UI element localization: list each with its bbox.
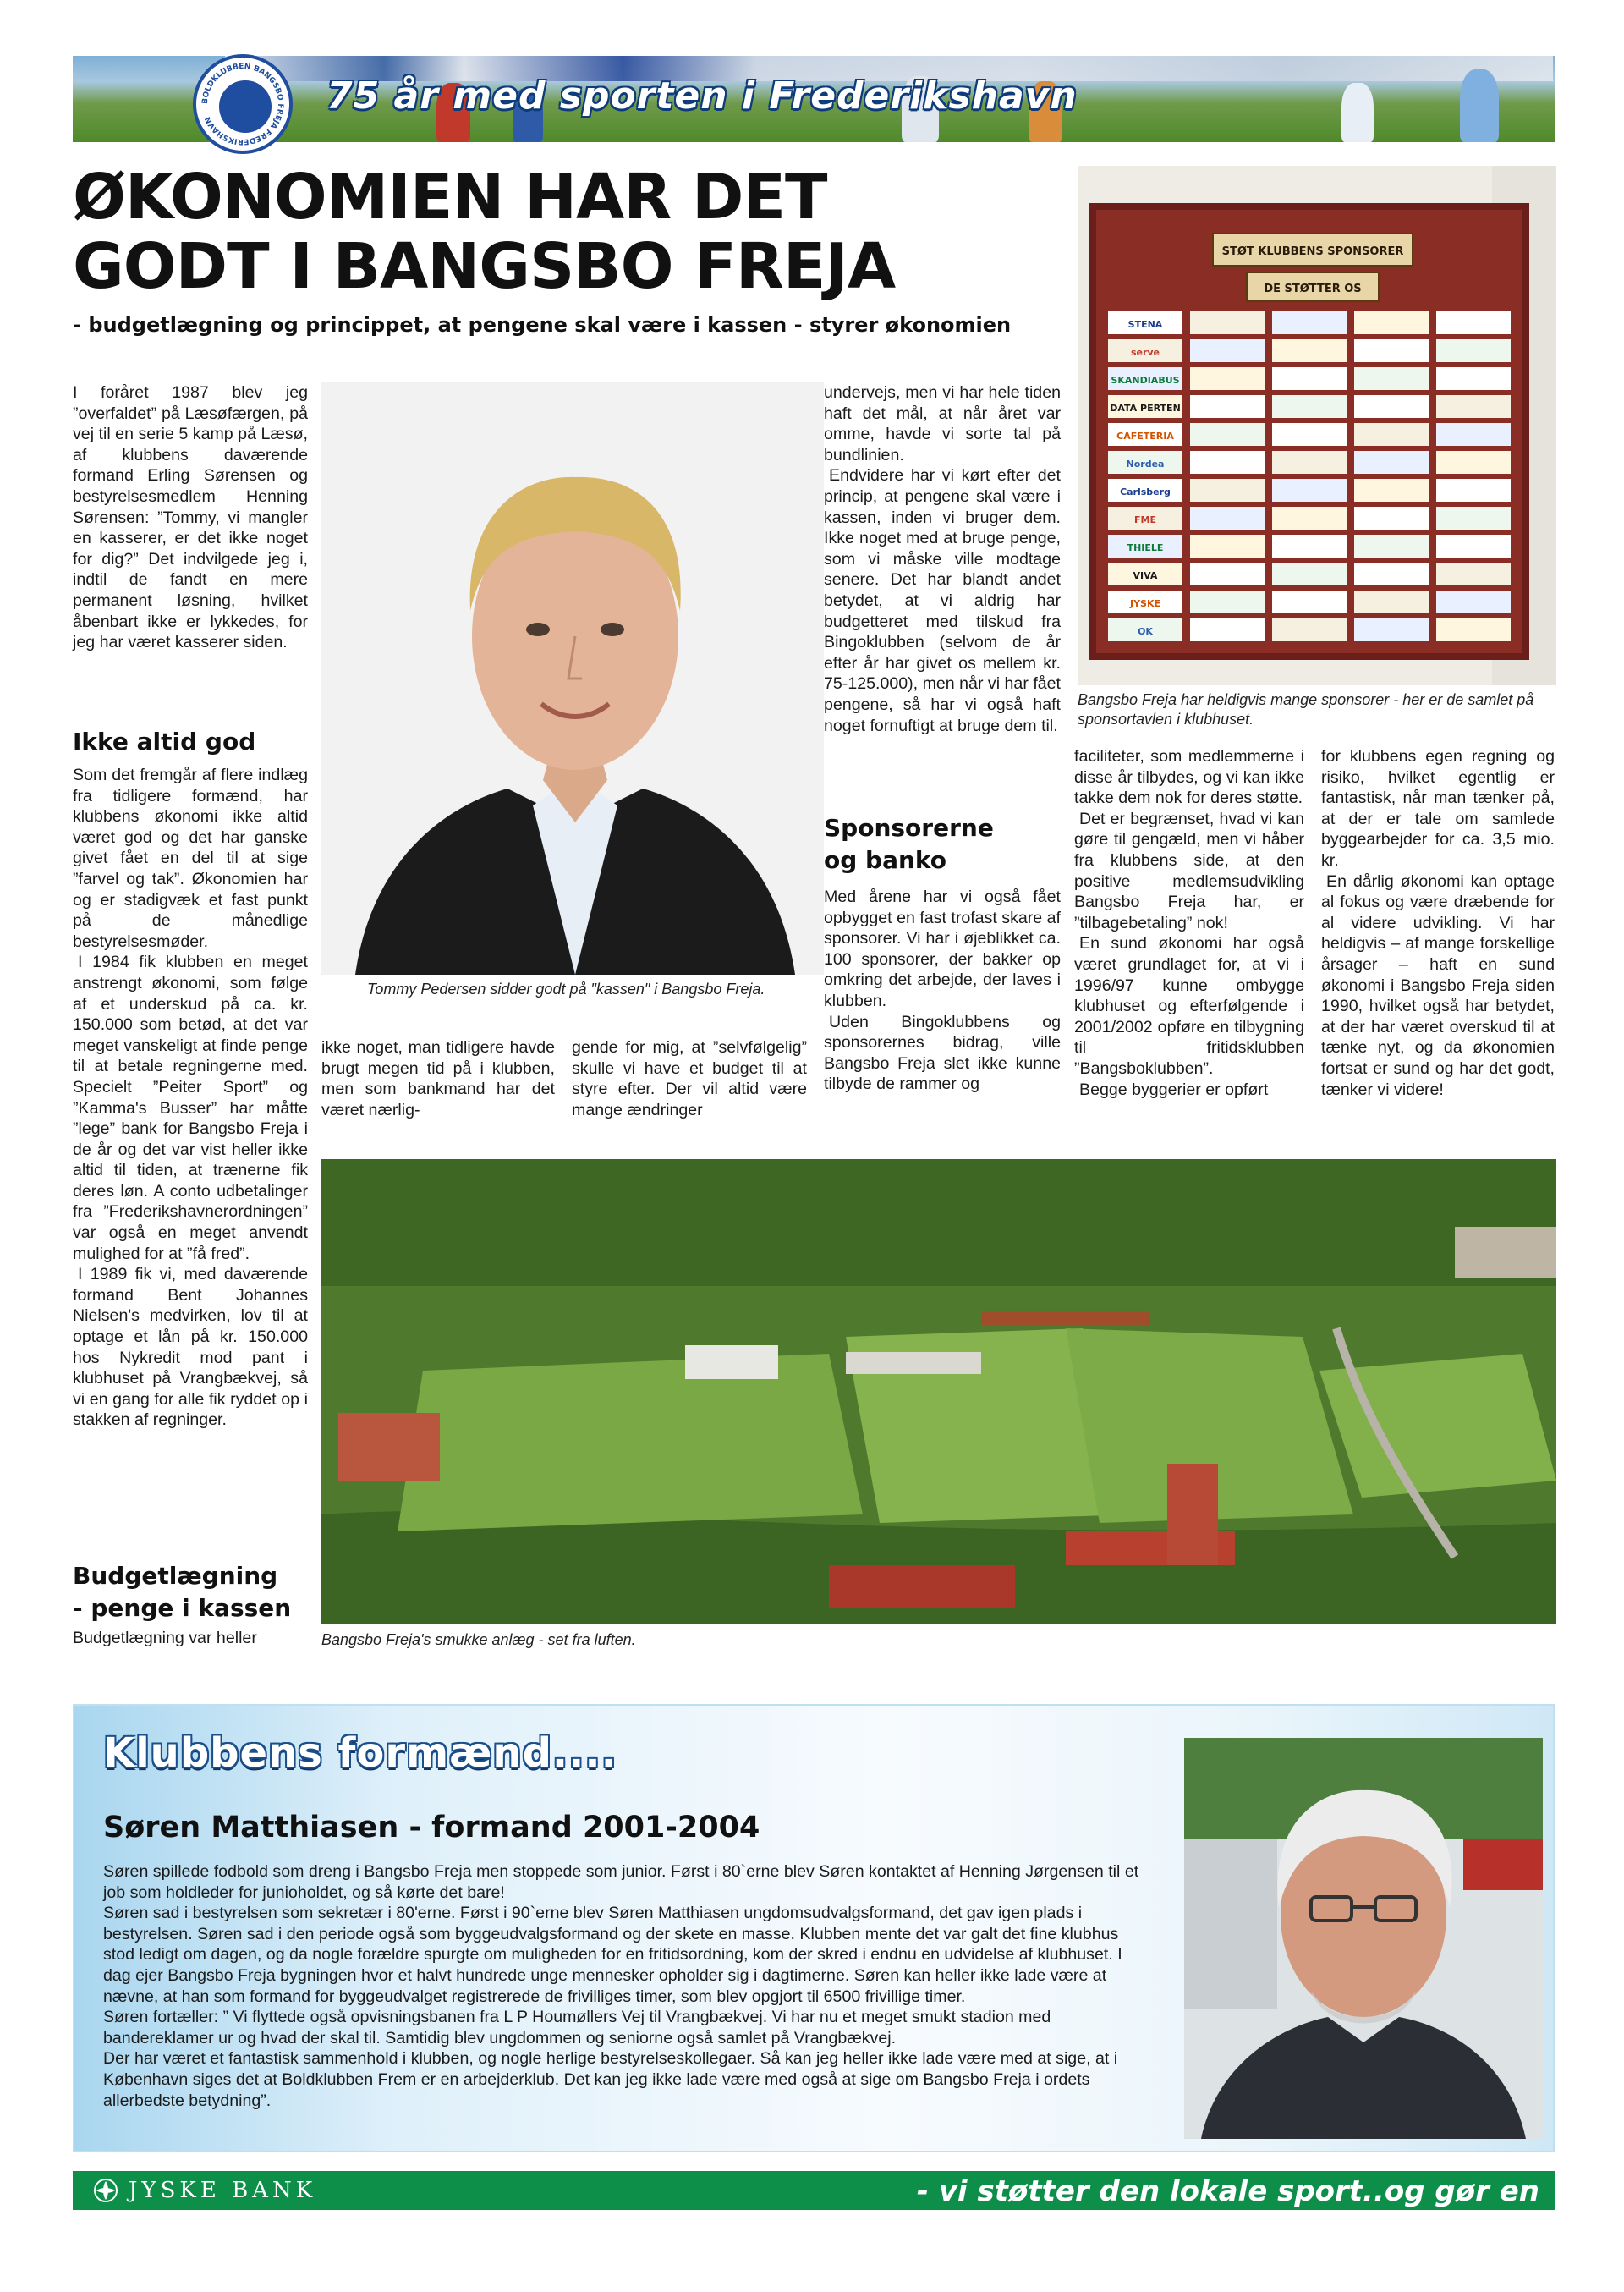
col5-paragraph-3: En sund økonomi har også været grundlaget for, at vi i 1996/97 kunne ombygge klubhuset og efterfølgende i 2001/2002 opføre en tilbygning til fritidsklubben ”Bangsboklubben”. xyxy=(1074,934,1304,1078)
sponsor-logo-tile xyxy=(1436,563,1511,585)
header-banner xyxy=(73,56,1555,142)
subheading-budgetlaegning-line-1: Budgetlægning xyxy=(73,1562,278,1590)
soren-portrait-illustration xyxy=(1184,1738,1543,2139)
article-column-4b xyxy=(824,887,1061,1095)
article-column-4 xyxy=(824,382,1061,736)
sponsor-logo-tile xyxy=(1272,311,1347,334)
aerial-photo xyxy=(321,1159,1556,1624)
sponsor-logo-tile xyxy=(1354,563,1429,585)
sponsor-logo-tile xyxy=(1354,423,1429,446)
sponsor-logo-tile xyxy=(1190,311,1265,334)
sponsor-logo-tile xyxy=(1272,423,1347,446)
banner-player xyxy=(1460,69,1499,142)
sponsor-logo-tile xyxy=(1272,563,1347,585)
sponsor-logo-tile xyxy=(1354,339,1429,362)
soren-portrait-photo xyxy=(1184,1738,1543,2139)
headline-line-2: GODT I BANGSBO FREJA xyxy=(73,230,896,303)
sponsor-logo-tile xyxy=(1354,311,1429,334)
sponsor-logo-tile xyxy=(1436,591,1511,613)
sponsor-logo-tile xyxy=(1190,423,1265,446)
sponsor-logo-label: OK xyxy=(1138,626,1153,637)
article-column-1 xyxy=(73,382,308,653)
headline-line-1: ØKONOMIEN HAR DET xyxy=(73,161,827,234)
subheading-sponsorerne xyxy=(824,812,1061,877)
banner-player xyxy=(1341,83,1374,142)
sponsor-logo-tile xyxy=(1272,395,1347,418)
sponsor-logo-label: JYSKE xyxy=(1129,598,1161,609)
formand-paragraph-2: Søren sad i bestyrelsen som sekretær i 80'erne. Først i 90`erne blev Søren Matthiasen ungdomsudvalgsformand, det gav igen plads i bestyrelsen. Søren sad i den periode også som byggeudvalgsformand og der skete en masse. Klubben mente det var galt det fine klubhus stod ledigt om dagen, og da nogle forældre spurgte om muligheden for en fritidsordning, kom der skred i endnu en udvidelse af klubhuset. I dag ejer Bangsbo Freja bygningen hvor et halvt hundrede unge mennesker opholder sig i dagtimerne. Søren kan heller ikke lade være at nævne, at han som formand for byggeudvalget registrerede de frivilliges timer, som blev opgjort til 6500 frivillige timer. xyxy=(103,1904,1122,2006)
sponsor-logo-tile xyxy=(1190,451,1265,474)
aerial-illustration xyxy=(321,1159,1556,1624)
sponsor-logo-label: SKANDIABUS xyxy=(1111,375,1180,386)
subheading-budgetlaegning-line-2: - penge i kassen xyxy=(73,1594,292,1622)
sponsor-logo-tile xyxy=(1436,535,1511,558)
sponsor-logo-tile xyxy=(1354,451,1429,474)
article-column-1b xyxy=(73,765,308,1431)
banner-title: 75 år med sporten i Frederikshavn xyxy=(326,74,1078,118)
sponsor-logo-tile xyxy=(1436,451,1511,474)
formand-heading: Klubbens formænd.... xyxy=(103,1729,617,1777)
col6-paragraph-1: for klubbens egen regning og risiko, hvilket egentlig er fantastisk, når man tænker på, at der er tale om samlede byggearbejder for ca. 3,5 mio. kr. xyxy=(1321,747,1555,870)
sponsor-logo-tile xyxy=(1190,535,1265,558)
sponsor-logo-tile xyxy=(1190,507,1265,530)
formand-paragraph-3: Søren fortæller: ” Vi flyttede også opvisningsbanen fra L P Houmøllers Vej til Vrangbækvej. Vi har nu et meget smukt stadion med bandereklamer ur og hvad der skal til. Samtidig blev ungdommen og seniorne også samlet på Vrangbækvej. xyxy=(103,2008,1051,2047)
sponsor-logo-label: FME xyxy=(1134,514,1156,525)
sponsor-logo-tile xyxy=(1436,479,1511,502)
sponsor-logo-tile xyxy=(1272,367,1347,390)
col2-paragraph-1: ikke noget, man tidligere havde brugt megen tid på i klubben, men som bankmand har det været nærlig- xyxy=(321,1038,555,1119)
col5-paragraph-1: faciliteter, som medlemmerne i disse år tilbydes, og vi kan ikke takke dem nok for deres støtte. xyxy=(1074,747,1304,808)
subheading-ikke-altid-god: Ikke altid god xyxy=(73,728,256,756)
sponsor-board-subtitle: DE STØTTER OS xyxy=(1264,283,1362,295)
sponsor-logo-label: THIELE xyxy=(1127,542,1164,553)
article-column-3 xyxy=(572,1037,807,1120)
sponsor-logo-tile xyxy=(1436,618,1511,641)
sponsor-logo-tile xyxy=(1190,395,1265,418)
col5-paragraph-2: Det er begrænset, hvad vi kan gøre til gengæld, men vi håber fra klubbens side, at den positive medlemsudvikling Bangsbo Freja har, er ”tilbagebetaling” nok! xyxy=(1074,809,1304,932)
formand-paragraph-4: Der har været et fantastisk sammenhold i klubben, og nogle herlige bestyrelseskollegaer. Så kan jeg heller ikke lade være med at sige, at i København siges det at Boldklubben Frem er en arbejderklub. Det kan jeg ikke lade være med også at sige om Bangsbo Freja i ordets allerbedste betydning”. xyxy=(103,2049,1118,2110)
sponsor-logo-tile xyxy=(1436,339,1511,362)
article-column-5 xyxy=(1074,746,1304,1100)
subheading-sponsorerne-line-2: og banko xyxy=(824,846,947,874)
sponsor-board-photo xyxy=(1078,166,1556,685)
sponsors-caption: Bangsbo Freja har heldigvis mange sponsorer - her er de samlet på sponsortavlen i klubhuset. xyxy=(1078,691,1534,728)
subheading-budgetlaegning xyxy=(73,1560,318,1624)
subheading-sponsorerne-line-1: Sponsorerne xyxy=(824,814,994,842)
sponsor-logo-label: STENA xyxy=(1127,319,1163,330)
bank-flower-icon xyxy=(93,2178,118,2203)
col4-paragraph-1: undervejs, men vi har hele tiden haft det mål, at når året var omme, havde vi sorte tal på bundlinien. xyxy=(824,383,1061,464)
sponsor-logo-tile xyxy=(1190,339,1265,362)
sponsor-logo-tile xyxy=(1436,367,1511,390)
col1-paragraph-3: I 1984 fik klubben en meget anstrengt økonomi, som følge af et underskud på ca. kr. 150.000 som betød, at det var meget vanskeligt at finde penge til at betale regningerne med. Specielt ”Peiter Sport” og ”Kamma's Busser” har måtte ”lege” bank for Bangsbo Freja i de år og det var vist heller ikke altid til tiden, at trænerne fik deres løn. A conto udbetalinger fra ”Frederikshavnerordningen” var også en meget anvendt mulighed for at ”få fred”. xyxy=(73,953,308,1263)
sponsor-logo-tile xyxy=(1190,563,1265,585)
sponsor-board-title: STØT KLUBBENS SPONSORER xyxy=(1221,245,1404,258)
sponsor-logo-tile xyxy=(1436,423,1511,446)
sponsor-logo-label: Nordea xyxy=(1126,459,1165,470)
club-logo xyxy=(193,54,293,154)
col4-paragraph-4: Uden Bingoklubbens og sponsorernes bidrag, ville Bangsbo Freja slet ikke kunne tilbyde de rammer og xyxy=(824,1012,1061,1094)
article-headline xyxy=(73,162,1045,301)
col1-paragraph-4: I 1989 fik vi, med daværende formand Bent Johannes Nielsen's medvirken, lov til at optage et lån på kr. 150.000 hos Nykredit mod pant i klubhuset på Vrangbækvej, så vi en gang for alle fik ryddet op i stakken af regninger. xyxy=(73,1265,308,1430)
col1-paragraph-1: I foråret 1987 blev jeg ”overfaldet” på Læsøfærgen, på vej til en serie 5 kamp på Læsø, af klubbens daværende formand Erling Sørensen og bestyrelsesmedlem Henning Sørensen: ”Tommy, vi mangler en kasserer, er det ikke noget for dig?” Det indvilgede jeg i, indtil de fandt en mere permanent løsning, hvilket åbenbart ikke er lykkedes, for jeg har været kasserer siden. xyxy=(73,383,308,652)
club-logo-text: BOLDKLUBBEN BANGSBO FREJA FREDERIKSHAVN xyxy=(200,62,285,146)
sponsor-logo-tile xyxy=(1354,591,1429,613)
tommy-portrait-illustration xyxy=(321,382,824,975)
sponsor-logo-tile xyxy=(1436,395,1511,418)
sponsor-logo-tile xyxy=(1272,479,1347,502)
col5-paragraph-4: Begge byggerier er opført xyxy=(1079,1080,1269,1099)
sponsor-logo-label: DATA PERTEN xyxy=(1110,403,1181,414)
sponsor-logo-label: CAFETERIA xyxy=(1116,431,1174,442)
sponsor-logo-tile xyxy=(1190,479,1265,502)
formand-name: Søren Matthiasen - formand 2001-2004 xyxy=(103,1811,760,1844)
article-column-1c xyxy=(73,1628,308,1649)
sponsor-logo-tile xyxy=(1190,367,1265,390)
sponsor-logo-tile xyxy=(1354,535,1429,558)
sponsor-logo-tile xyxy=(1272,507,1347,530)
sponsor-board-illustration xyxy=(1078,166,1556,685)
sponsor-logo-tile xyxy=(1190,618,1265,641)
sponsor-logo-tile xyxy=(1354,395,1429,418)
sponsor-logo-tile xyxy=(1436,507,1511,530)
sponsor-logo-tile xyxy=(1272,451,1347,474)
bank-logo xyxy=(93,2173,316,2208)
tommy-caption: Tommy Pedersen sidder godt på "kassen" i Bangsbo Freja. xyxy=(367,981,765,998)
sponsor-logo-tile xyxy=(1272,535,1347,558)
sponsor-logo-tile xyxy=(1354,367,1429,390)
article-subheadline: - budgetlægning og princippet, at pengene skal være i kassen - styrer økonomien xyxy=(73,313,1012,337)
sponsor-logo-label: Carlsberg xyxy=(1120,486,1171,497)
sponsor-logo-tile xyxy=(1436,311,1511,334)
sponsor-logo-tile xyxy=(1272,618,1347,641)
sponsor-logo-tile xyxy=(1272,339,1347,362)
sponsor-logo-tile xyxy=(1354,479,1429,502)
col1-paragraph-5: Budgetlægning var heller xyxy=(73,1629,257,1647)
col6-paragraph-2: En dårlig økonomi kan optage al fokus og være dræbende for al videre udvikling. Vi har heldigvis – af mange forskellige årsager – haft en sund økonomi i Bangsbo Freja siden 1990, hvilket også har betydet, at der har været overskud til at tænke nyt, og da økonomien fortsat er sund og har det godt, tænker vi videre! xyxy=(1321,871,1555,1099)
sponsor-logo-label: VIVA xyxy=(1133,570,1158,581)
sponsor-logo-tile xyxy=(1272,591,1347,613)
footer-slogan: - vi støtter den lokale sport..og gør en forskel..! xyxy=(916,2174,1539,2242)
col4-paragraph-2: Endvidere har vi kørt efter det princip, at pengene skal være i kassen, inden vi bruger dem. Ikke noget med at bruge penge, som vi måske ville modtage senere. Det har blandt andet betydet, at vi aldrig har budgetteret med tilskud fra Bingoklubben (selvom de år efter år har givet os mellem kr. 75-125.000), men når vi har fået pengene, så har vi også haft noget fornuftigt at bruge dem til. xyxy=(824,466,1061,735)
formand-paragraph-1: Søren spillede fodbold som dreng i Bangsbo Freja men stoppede som junior. Først i 80`erne blev Søren kontaktet af Henning Jørgensen til et job som holdleder for junioholdet, og så kørte det bare! xyxy=(103,1862,1139,1902)
tommy-portrait-photo xyxy=(321,382,824,975)
col3-paragraph-1: gende for mig, at ”selvfølgelig” skulle vi have et budget til at styre efter. Der vil altid være mange ændringer xyxy=(572,1038,807,1119)
sponsor-logo-tile xyxy=(1190,591,1265,613)
article-column-2 xyxy=(321,1037,555,1120)
aerial-caption: Bangsbo Freja's smukke anlæg - set fra luften. xyxy=(321,1631,636,1648)
sponsor-logo-tile xyxy=(1354,507,1429,530)
club-logo-emblem xyxy=(217,78,274,135)
col1-paragraph-2: Som det fremgår af flere indlæg fra tidligere formænd, har klubbens økonomi ikke altid været god og det har ganske givet fået en del til at sige ”farvel og tak”. Økonomien har og er stadigvæk et fast punkt på de månedlige bestyrelsesmøder. xyxy=(73,766,308,951)
formand-text xyxy=(103,1861,1152,2111)
sponsor-logo-label: serve xyxy=(1130,347,1160,358)
col4-paragraph-3: Med årene har vi også fået opbygget en fast trofast skare af sponsorer. Vi har i øjeblikket ca. 100 sponsorer, der bakker op omkring det arbejde, der laves i klubben. xyxy=(824,888,1061,1010)
article-column-6 xyxy=(1321,746,1555,1100)
bank-name: JYSKE BANK xyxy=(129,2178,317,2203)
sponsor-logo-tile xyxy=(1354,618,1429,641)
